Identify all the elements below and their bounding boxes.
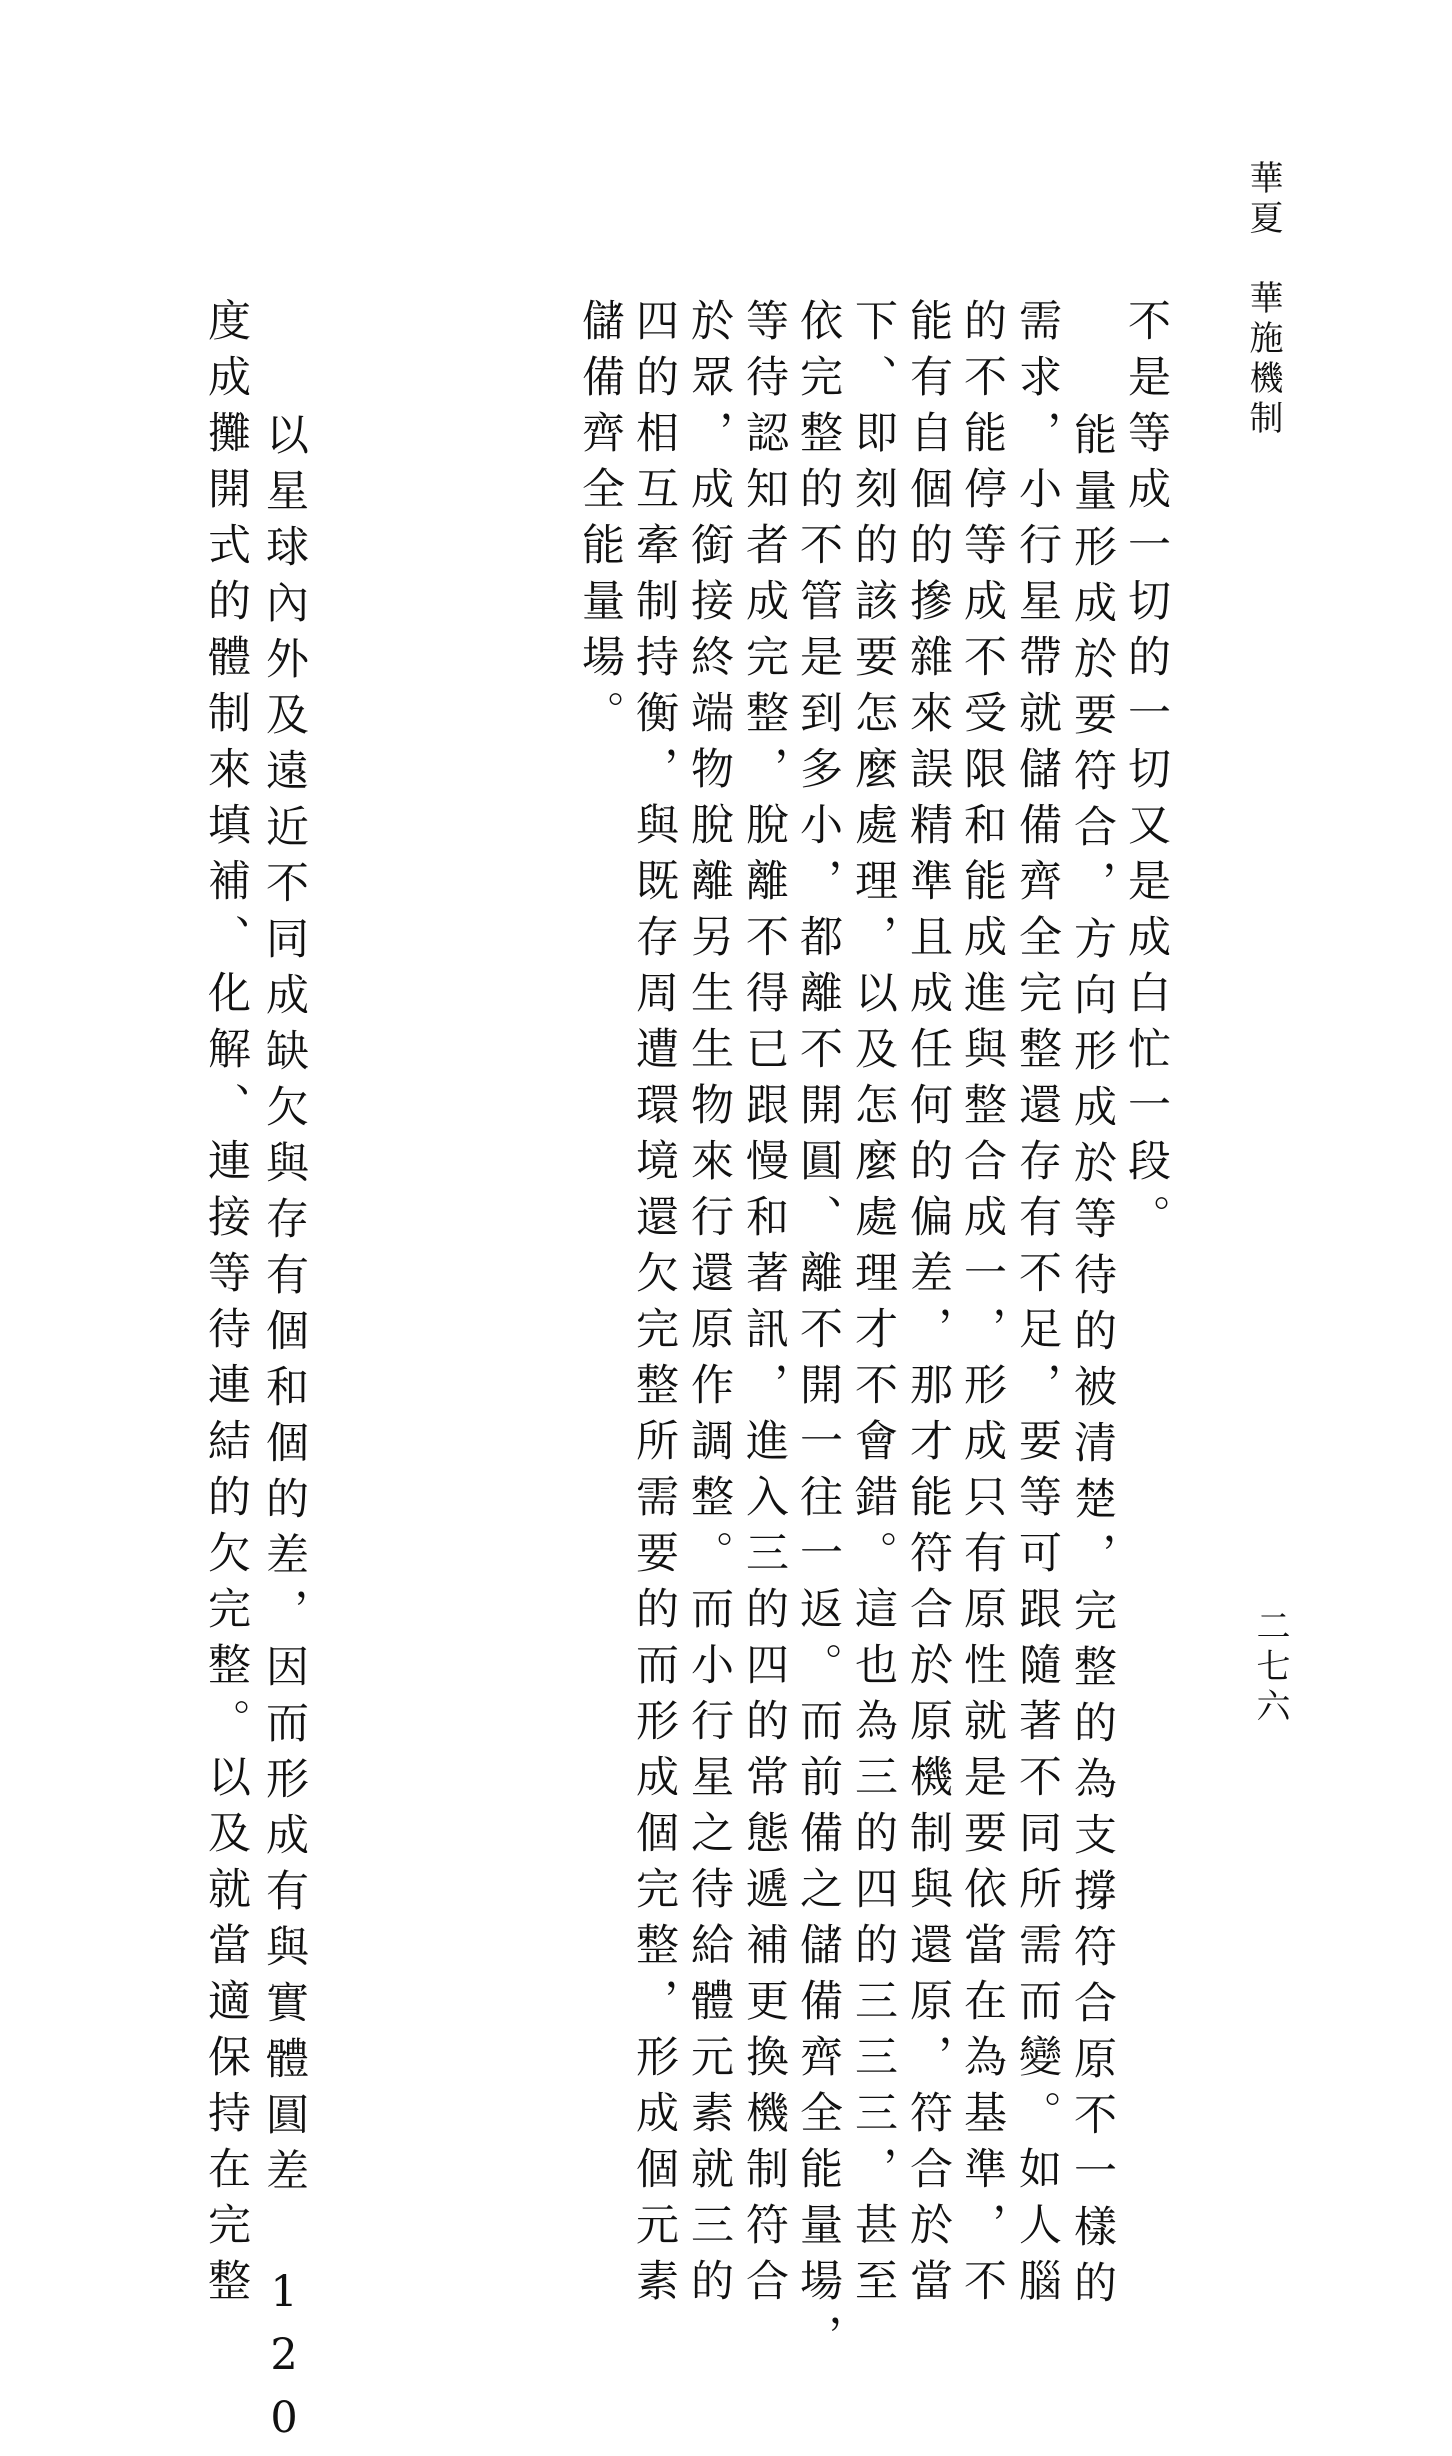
text-column-12: 以星球內外及遠近不同成缺欠與存有個和個的差，因而形成有與實體圓差 120 — [259, 412, 309, 2456]
text-column-3: 需求，小行星帶就儲備齊全完整還存有不足，要等可跟隨著不同所需而變。如人腦 — [1012, 298, 1062, 2314]
text-column-13: 度成攤開式的體制來填補、化解、連接等待連結的欠完整。以及就當適保持在完整 — [201, 298, 251, 2314]
text-column-5: 能有自個的摻雜來誤精準且成任何的偏差，那才能符合於原機制與還原，符合於當 — [903, 298, 953, 2314]
text-column-8: 等待認知者成完整，脫離不得已跟慢和著訊，進入三的四的常態遞補更換機制符合 — [739, 298, 789, 2314]
running-header-title: 華夏 華施機制 — [1243, 160, 1283, 440]
body-text — [190, 298, 1180, 2456]
text-column-2: 能量形成於要符合，方向形成於等待的被清楚，完整的為支撐符合原不一樣的 — [1067, 412, 1117, 2316]
text-column-6: 下、即刻的該要怎麼處理，以及怎麼處理才不會錯。這也為三的四的三三三，甚至 — [848, 298, 898, 2314]
text-column-11: 儲備齊全能量場。 — [575, 298, 625, 746]
text-column-4: 的不能停等成不受限和能成進與整合成一，形成只有原性就是要依當在為基準，不 — [957, 298, 1007, 2314]
text-column-1: 不是等成一切的一切又是成白忙一段。 — [1121, 298, 1171, 1250]
text-column-9: 於眾，成銜接終端物脫離另生生物來行還原作調整。而小行星之待給體元素就三的 — [684, 298, 734, 2314]
text-column-7: 依完整的不管是到多小，都離不開圓、離不開一往一返。而前備之儲備齊全能量場， — [793, 298, 843, 2370]
page-number: 二七六 — [1250, 1608, 1290, 1728]
text-column-10: 四的相互牽制持衡，與既存周遭環境還欠完整所需要的而形成個完整，形成個元素 — [629, 298, 679, 2314]
